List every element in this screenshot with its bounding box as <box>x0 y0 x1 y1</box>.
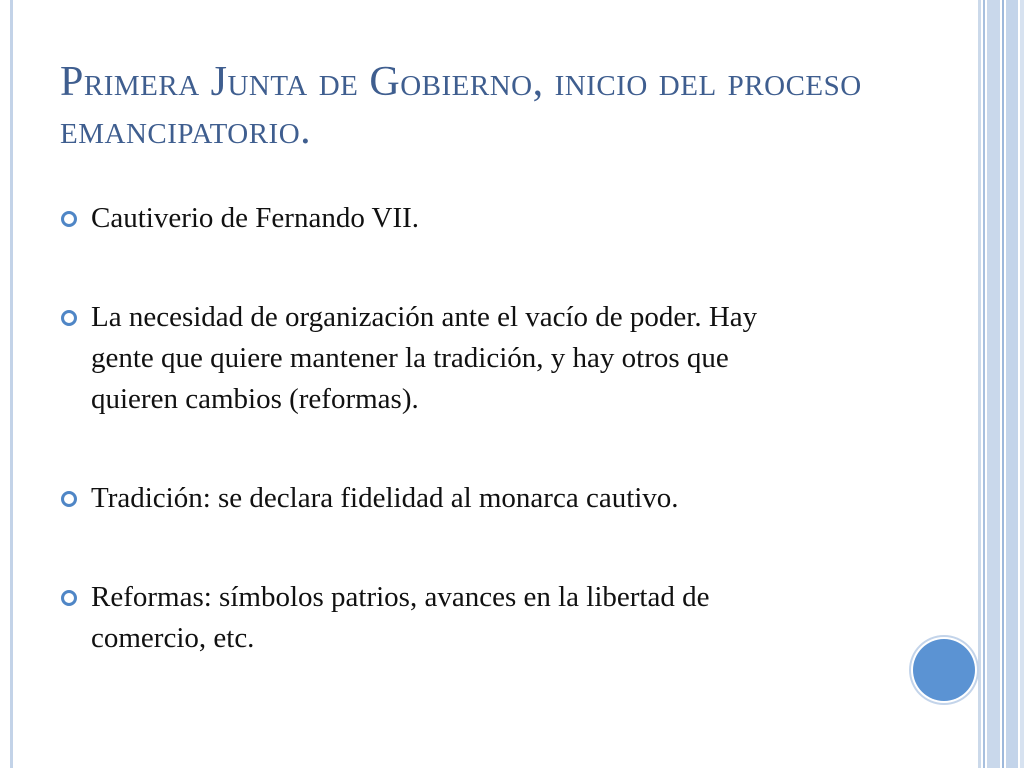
decorative-circle <box>913 639 975 701</box>
right-decorative-stripes <box>978 0 1024 768</box>
circle-outline-bullet-icon <box>61 590 77 606</box>
bullet-item <box>60 478 820 519</box>
stripe <box>1020 0 1024 768</box>
circle-outline-bullet-icon <box>61 310 77 326</box>
stripe <box>1006 0 1018 768</box>
slide-title: Primera Junta de Gobierno, inicio del proceso emancipatorio. <box>60 59 862 153</box>
circle-outline-bullet-icon <box>61 491 77 507</box>
bullet-item <box>60 577 820 659</box>
stripe <box>1002 0 1004 768</box>
bullet-list <box>60 198 820 659</box>
bullet-text: Tradición: se declara fidelidad al monarca cautivo. <box>91 482 679 514</box>
stripe <box>983 0 985 768</box>
bullet-item <box>60 297 820 420</box>
bullet-text: Reformas: símbolos patrios, avances en la libertad de comercio, etc. <box>91 581 710 654</box>
left-decorative-rule <box>10 0 13 768</box>
bullet-text: La necesidad de organización ante el vacío de poder. Hay gente que quiere mantener la tradición, y hay otros que quieren cambios (reformas). <box>91 301 758 415</box>
bullet-item <box>60 198 820 239</box>
circle-outline-bullet-icon <box>61 211 77 227</box>
bullet-text: Cautiverio de Fernando VII. <box>91 202 420 234</box>
stripe <box>987 0 1000 768</box>
stripe <box>978 0 981 768</box>
